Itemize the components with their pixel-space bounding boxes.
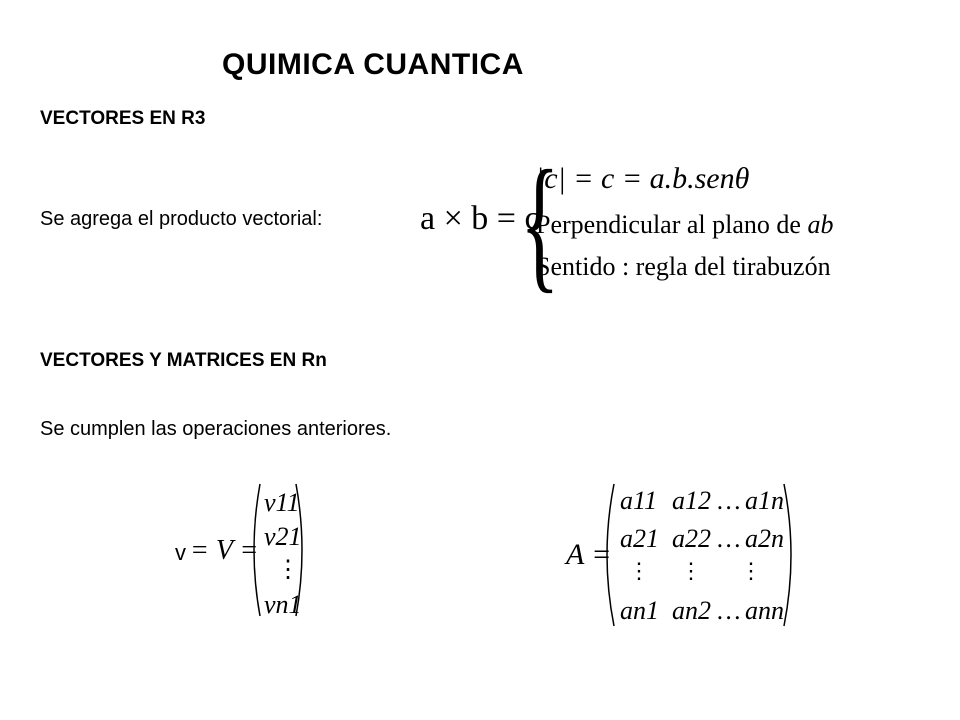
vector-entry-2: v21	[264, 522, 302, 551]
matrix-lhs: A =	[566, 538, 612, 571]
matrix-cell-2-3: a2n	[745, 524, 784, 553]
vector-lhs: = V =	[190, 535, 259, 566]
matrix-cell-3-2: ⋮	[680, 558, 702, 583]
operations-text: Se cumplen las operaciones anteriores.	[40, 418, 392, 440]
matrix-cell-3-3: ⋮	[740, 558, 762, 583]
case-magnitude: |c| = c = a.b.senθ	[536, 162, 750, 195]
vector-entry-1: v11	[264, 488, 300, 517]
matrix-cell-4-1: an1	[620, 596, 659, 625]
matrix-cell-3-1: ⋮	[628, 558, 650, 583]
case-direction: Sentido : regla del tirabuzón	[536, 252, 831, 281]
left-brace: {	[520, 140, 560, 306]
vector-entry-3: ⋮	[276, 557, 300, 583]
vector-entry-4: vn1	[264, 590, 302, 619]
cross-product-intro: Se agrega el producto vectorial:	[40, 208, 323, 230]
vector-lhs-v: v	[175, 540, 186, 565]
matrix-cell-2-2: a22 …	[672, 524, 741, 553]
matrix-cell-1-2: a12 …	[672, 486, 741, 515]
matrix-cell-1-3: a1n	[745, 486, 784, 515]
section-heading-rn: VECTORES Y MATRICES EN Rn	[40, 350, 327, 371]
matrix-cell-1-1: a11	[620, 486, 658, 515]
case-perpendicular-text: Perpendicular al plano de	[536, 210, 808, 239]
case-perpendicular-ab: ab	[807, 210, 834, 239]
section-heading-r3: VECTORES EN R3	[40, 108, 206, 129]
matrix-cell-4-2: an2 …	[672, 596, 741, 625]
matrix-cell-4-3: ann	[745, 596, 784, 625]
page-title: QUIMICA CUANTICA	[222, 48, 524, 81]
case-perpendicular	[536, 210, 833, 240]
cross-product-lhs: a × b = c	[420, 200, 540, 237]
matrix-cell-2-1: a21	[620, 524, 659, 553]
